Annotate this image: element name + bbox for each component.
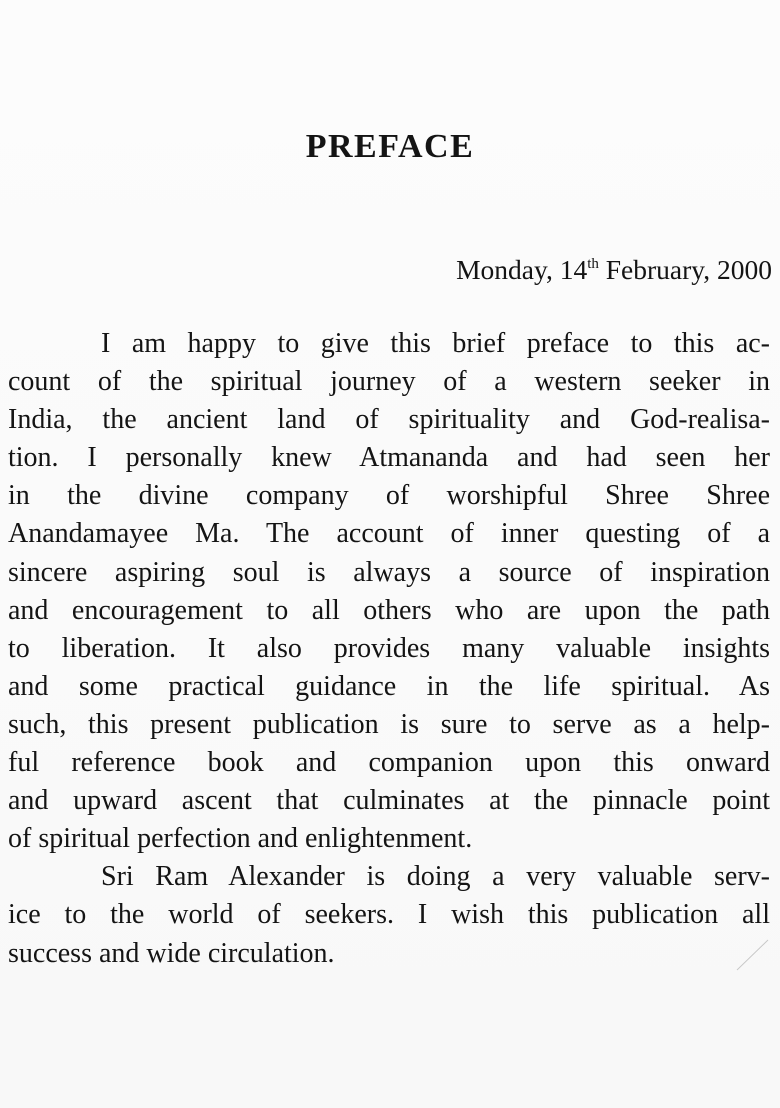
text-line: ful reference book and companion upon this onward <box>8 747 770 779</box>
text-line: to liberation. It also provides many valuable insights <box>8 632 770 664</box>
page-title: PREFACE <box>305 128 475 165</box>
date-month-year: February, 2000 <box>598 254 772 285</box>
text-line: and some practical guidance in the life spiritual. As <box>8 670 770 702</box>
text-line: of spiritual perfection and enlightenment. <box>8 823 473 855</box>
text-line: success and wide circulation. <box>8 937 335 969</box>
text-line: tion. I personally knew Atmananda and had seen her <box>8 442 770 474</box>
text-line: and encouragement to all others who are upon the path <box>8 594 770 626</box>
text-line: Sri Ram Alexander is doing a very valuable serv- <box>101 861 770 893</box>
date-ordinal-suffix: th <box>587 256 599 272</box>
text-line: I am happy to give this brief preface to this ac- <box>101 328 770 359</box>
text-line: ice to the world of seekers. I wish this publication all <box>8 899 770 931</box>
text-line: sincere aspiring soul is always a source of inspiration <box>8 556 770 588</box>
preface-date <box>456 254 772 286</box>
text-line: count of the spiritual journey of a western seeker in <box>8 366 770 398</box>
text-line: Anandamayee Ma. The account of inner questing of a <box>8 518 770 550</box>
text-line: in the divine company of worshipful Shree Shree <box>8 480 770 512</box>
date-day: Monday, 14 <box>456 254 588 285</box>
text-line: such, this present publication is sure to serve as a help- <box>8 708 770 740</box>
scan-mark <box>735 938 769 972</box>
preface-body <box>8 325 770 973</box>
text-line: India, the ancient land of spirituality and God-realisa- <box>8 404 770 436</box>
text-line: and upward ascent that culminates at the pinnacle point <box>8 785 770 817</box>
